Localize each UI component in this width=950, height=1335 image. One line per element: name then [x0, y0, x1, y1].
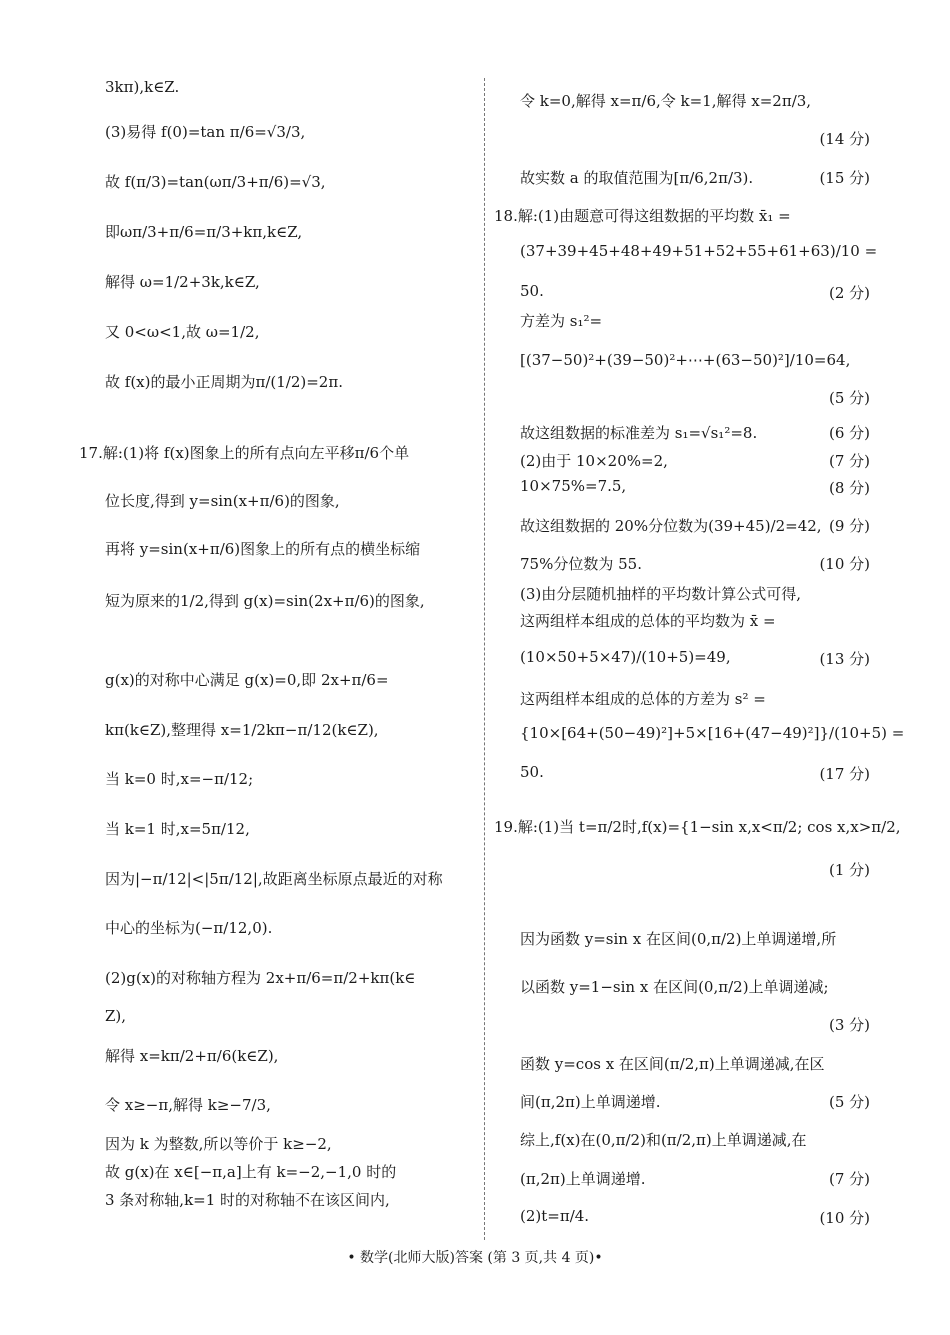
left-line: 中心的坐标为(−π/12,0). — [105, 919, 273, 937]
left-line: 当 k=0 时,x=−π/12; — [105, 770, 254, 788]
left-line: 因为|−π/12|<|5π/12|,故距离坐标原点最近的对称 — [105, 870, 443, 888]
right-line: 这两组样本组成的总体的方差为 s² = — [520, 690, 766, 708]
left-line: 又 0<ω<1,故 ω=1/2, — [105, 323, 260, 341]
score-label: (2 分) — [828, 284, 870, 302]
left-line: (2)g(x)的对称轴方程为 2x+π/6=π/2+kπ(k∈ — [105, 969, 416, 987]
right-line: 以函数 y=1−sin x 在区间(0,π/2)上单调递减; — [520, 978, 829, 996]
score-label: (17 分) — [819, 765, 870, 783]
score-label: (1 分) — [828, 861, 870, 879]
right-line: 18.解:(1)由题意可得这组数据的平均数 x̄₁ = — [494, 207, 791, 225]
right-line: (3)由分层随机抽样的平均数计算公式可得, — [520, 585, 802, 603]
right-line: (37+39+45+48+49+51+52+55+61+63)/10 = — [520, 242, 878, 260]
right-line: 综上,f(x)在(0,π/2)和(π/2,π)上单调递减,在 — [520, 1131, 807, 1149]
left-line: 因为 k 为整数,所以等价于 k≥−2, — [105, 1135, 332, 1153]
score-label: (8 分) — [828, 479, 870, 497]
left-line: Z), — [105, 1007, 127, 1025]
left-line: 3 条对称轴,k=1 时的对称轴不在该区间内, — [105, 1191, 390, 1209]
right-line: (2)t=π/4. — [520, 1207, 590, 1225]
column-divider — [484, 78, 485, 1240]
left-line: 故 f(π/3)=tan(ωπ/3+π/6)=√3, — [105, 173, 326, 191]
score-label: (10 分) — [819, 555, 870, 573]
score-label: (3 分) — [828, 1016, 870, 1034]
page-footer: • 数学(北师大版)答案 (第 3 页,共 4 页)• — [347, 1250, 603, 1266]
left-line: 短为原来的1/2,得到 g(x)=sin(2x+π/6)的图象, — [105, 592, 425, 610]
right-line: 令 k=0,解得 x=π/6,令 k=1,解得 x=2π/3, — [520, 92, 812, 110]
score-label: (5 分) — [828, 389, 870, 407]
left-line: 解得 x=kπ/2+π/6(k∈Z), — [105, 1047, 279, 1065]
score-label: (9 分) — [828, 517, 870, 535]
score-label: (5 分) — [828, 1093, 870, 1111]
right-line: (π,2π)上单调递增. — [520, 1170, 646, 1188]
score-label: (7 分) — [828, 452, 870, 470]
left-line: 17.解:(1)将 f(x)图象上的所有点向左平移π/6个单 — [79, 444, 410, 462]
right-line: [(37−50)²+(39−50)²+⋯+(63−50)²]/10=64, — [520, 351, 851, 369]
left-line: 故 g(x)在 x∈[−π,a]上有 k=−2,−1,0 时的 — [105, 1163, 397, 1181]
right-line: {10×[64+(50−49)²]+5×[16+(47−49)²]}/(10+5) = — [520, 724, 905, 742]
left-line: 令 x≥−π,解得 k≥−7/3, — [105, 1096, 271, 1114]
left-line: 3kπ),k∈Z. — [105, 78, 180, 96]
right-line: (10×50+5×47)/(10+5)=49, — [520, 648, 731, 666]
left-line: 解得 ω=1/2+3k,k∈Z, — [105, 273, 260, 291]
score-label: (6 分) — [828, 424, 870, 442]
right-line: 75%分位数为 55. — [520, 555, 642, 573]
right-line: 因为函数 y=sin x 在区间(0,π/2)上单调递增,所 — [520, 930, 837, 948]
right-line: 19.解:(1)当 t=π/2时,f(x)={1−sin x,x<π/2; cos x,x>π/2, — [494, 818, 901, 836]
score-label: (14 分) — [819, 130, 870, 148]
score-label: (7 分) — [828, 1170, 870, 1188]
right-line: 函数 y=cos x 在区间(π/2,π)上单调递减,在区 — [520, 1055, 825, 1073]
left-line: (3)易得 f(0)=tan π/6=√3/3, — [105, 123, 306, 141]
left-line: 再将 y=sin(x+π/6)图象上的所有点的横坐标缩 — [105, 540, 421, 558]
right-line: 50. — [520, 763, 544, 781]
right-line: 间(π,2π)上单调递增. — [520, 1093, 661, 1111]
score-label: (15 分) — [819, 169, 870, 187]
right-line: 故实数 a 的取值范围为[π/6,2π/3). — [520, 169, 754, 187]
left-line: 即ωπ/3+π/6=π/3+kπ,k∈Z, — [105, 223, 303, 241]
right-line: 这两组样本组成的总体的平均数为 x̄ = — [520, 612, 776, 630]
right-line: 10×75%=7.5, — [520, 477, 627, 495]
right-line: 故这组数据的标准差为 s₁=√s₁²=8. — [520, 424, 758, 442]
left-line: kπ(k∈Z),整理得 x=1/2kπ−π/12(k∈Z), — [105, 721, 379, 739]
right-line: 故这组数据的 20%分位数为(39+45)/2=42, — [520, 517, 822, 535]
left-line: 位长度,得到 y=sin(x+π/6)的图象, — [105, 492, 340, 510]
score-label: (10 分) — [819, 1209, 870, 1227]
score-label: (13 分) — [819, 650, 870, 668]
right-line: (2)由于 10×20%=2, — [520, 452, 668, 470]
right-line: 50. — [520, 282, 544, 300]
left-line: 故 f(x)的最小正周期为π/(1/2)=2π. — [105, 373, 343, 391]
right-line: 方差为 s₁²= — [520, 312, 603, 330]
left-line: g(x)的对称中心满足 g(x)=0,即 2x+π/6= — [105, 671, 389, 689]
left-line: 当 k=1 时,x=5π/12, — [105, 820, 250, 838]
